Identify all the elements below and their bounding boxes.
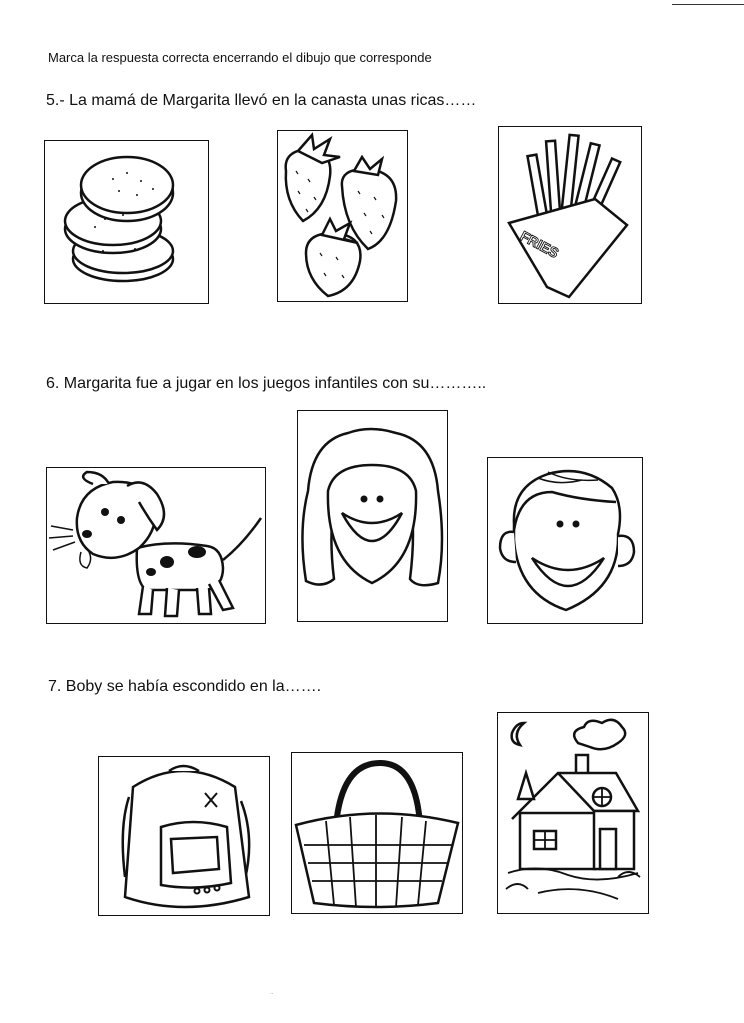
- house-icon: [498, 713, 648, 913]
- option-backpack[interactable]: [98, 756, 270, 916]
- scan-speck: ..: [270, 990, 274, 996]
- option-fries[interactable]: [498, 126, 642, 304]
- option-house[interactable]: [497, 712, 649, 914]
- girl-face-icon: [298, 411, 447, 621]
- option-cookies[interactable]: [44, 140, 209, 304]
- option-basket[interactable]: [291, 752, 463, 914]
- basket-icon: [292, 753, 462, 913]
- instruction-text: Marca la respuesta correcta encerrando el dibujo que corresponde: [48, 50, 432, 65]
- fries-label: FRIES: [517, 227, 562, 262]
- boy-face-icon: [488, 458, 642, 623]
- option-girl[interactable]: [297, 410, 448, 622]
- dog-icon: [47, 468, 265, 623]
- option-boy[interactable]: [487, 457, 643, 624]
- option-strawberries[interactable]: [277, 130, 408, 302]
- top-edge-line: [672, 4, 744, 5]
- fries-icon: [499, 127, 641, 303]
- question-6-text: 6. Margarita fue a jugar en los juegos infantiles con su………..: [46, 375, 487, 392]
- option-dog[interactable]: [46, 467, 266, 624]
- strawberries-icon: [278, 131, 407, 301]
- question-5-text: 5.- La mamá de Margarita llevó en la canasta unas ricas……: [46, 92, 477, 109]
- backpack-icon: [99, 757, 269, 915]
- cookies-icon: [45, 141, 208, 303]
- question-7-text: 7. Boby se había escondido en la…….: [48, 678, 322, 695]
